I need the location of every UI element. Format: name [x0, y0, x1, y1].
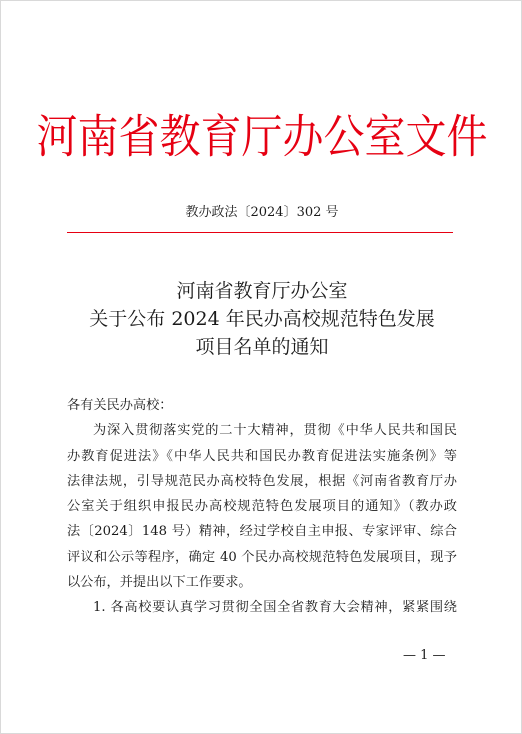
paragraph-1-line-4: 公室关于组织申报民办高校规范特色发展项目的通知》（教办政: [67, 499, 457, 515]
document-body: [67, 393, 457, 621]
paragraph-1-line-3: 法律法规，引导规范民办高校特色发展，根据《河南省教育厅办: [67, 473, 457, 489]
paragraph-1-line-6: 评议和公示等程序，确定 40 个民办高校规范特色发展项目，现予: [67, 549, 457, 565]
paragraph-1-line-2: 办教育促进法》《中华人民共和国民办教育促进法实施条例》等: [67, 448, 457, 464]
red-separator-line: [67, 232, 453, 233]
document-masthead: 河南省教育厅办公室文件: [36, 110, 488, 164]
paragraph-2-line-1: 1. 各高校要认真学习贯彻全国全省教育大会精神，紧紧围绕: [93, 600, 457, 616]
title-line-3: 项目名单的通知: [195, 336, 329, 358]
paragraph-1-line-7: 以公布，并提出以下工作要求。: [67, 575, 252, 591]
paragraph-1-line-5: 法〔2024〕148 号）精神，经过学校自主申报、专家评审、综合: [67, 524, 457, 540]
title-line-2: 关于公布 2024 年民办高校规范特色发展: [89, 308, 435, 330]
document-number: 教办政法〔2024〕302 号: [185, 205, 339, 220]
salutation: 各有关民办高校：: [67, 398, 173, 413]
title-line-1: 河南省教育厅办公室: [176, 280, 348, 302]
page-number: — 1 —: [403, 648, 446, 663]
document-title: [1, 277, 522, 361]
paragraph-1-line-1: 为深入贯彻落实党的二十大精神，贯彻《中华人民共和国民: [93, 423, 457, 439]
